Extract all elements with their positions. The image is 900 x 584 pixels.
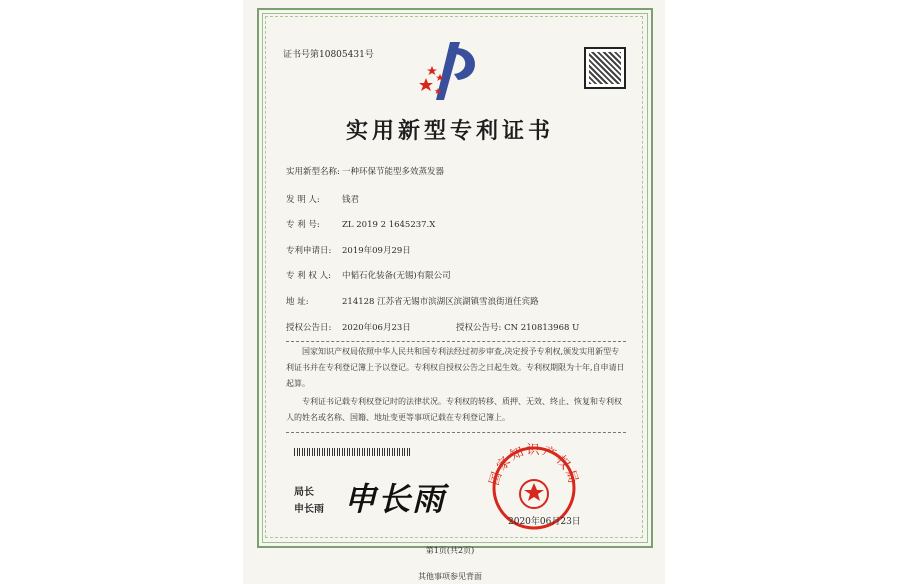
field-inventor: 发 明 人: 钱君 — [286, 195, 360, 205]
footer-note: 其他事项参见背面 — [418, 572, 482, 581]
field-address: 地 址: 214128 江苏省无锡市滨湖区滨湖镇雪浪街道任宾路 — [286, 297, 539, 307]
qr-code-icon — [584, 47, 626, 89]
seal-text: 国家知识产权局 — [486, 443, 582, 488]
seal-date: 2020年06月23日 — [508, 517, 581, 527]
handwritten-signature: 申长雨 — [344, 480, 447, 518]
page-info: 第1页(共2页) — [425, 546, 475, 555]
divider-line — [286, 432, 626, 433]
signature-title-name: 申长雨 — [294, 504, 324, 515]
barcode-icon — [294, 448, 412, 456]
field-grant-date: 授权公告日: 2020年06月23日 — [286, 323, 411, 333]
divider-line — [286, 341, 626, 342]
certificate-number: 证书号第10805431号 — [283, 50, 374, 60]
cnipa-logo-icon — [418, 38, 488, 102]
field-application-date: 专利申请日: 2019年09月29日 — [286, 246, 411, 256]
field-utility-model-name: 实用新型名称: 一种环保节能型多效蒸发器 — [286, 167, 445, 177]
legal-status-paragraph: 专利证书记载专利权登记时的法律状况。专利权的转移、质押、无效、终止、恢复和专利权人的姓名或名称、国籍、地址变更等事项记载在专利登记簿上。 — [286, 397, 622, 422]
certificate-title: 实用新型专利证书 — [345, 118, 554, 144]
field-publication-number: 授权公告号: CN 210813968 U — [456, 323, 580, 333]
field-patentee: 专 利 权 人: 中韬石化装备(无锡)有限公司 — [286, 271, 451, 281]
field-patent-number: 专 利 号: ZL 2019 2 1645237.X — [286, 220, 436, 230]
grant-statement-paragraph: 国家知识产权局依照中华人民共和国专利法经过初步审查,决定授予专利权,颁发实用新型专利证书并在专利登记簿上予以登记。专利权自授权公告之日起生效。专利权期限为十年,自申请日起算。 — [286, 347, 625, 388]
signature-title-director: 局长 — [294, 487, 314, 498]
